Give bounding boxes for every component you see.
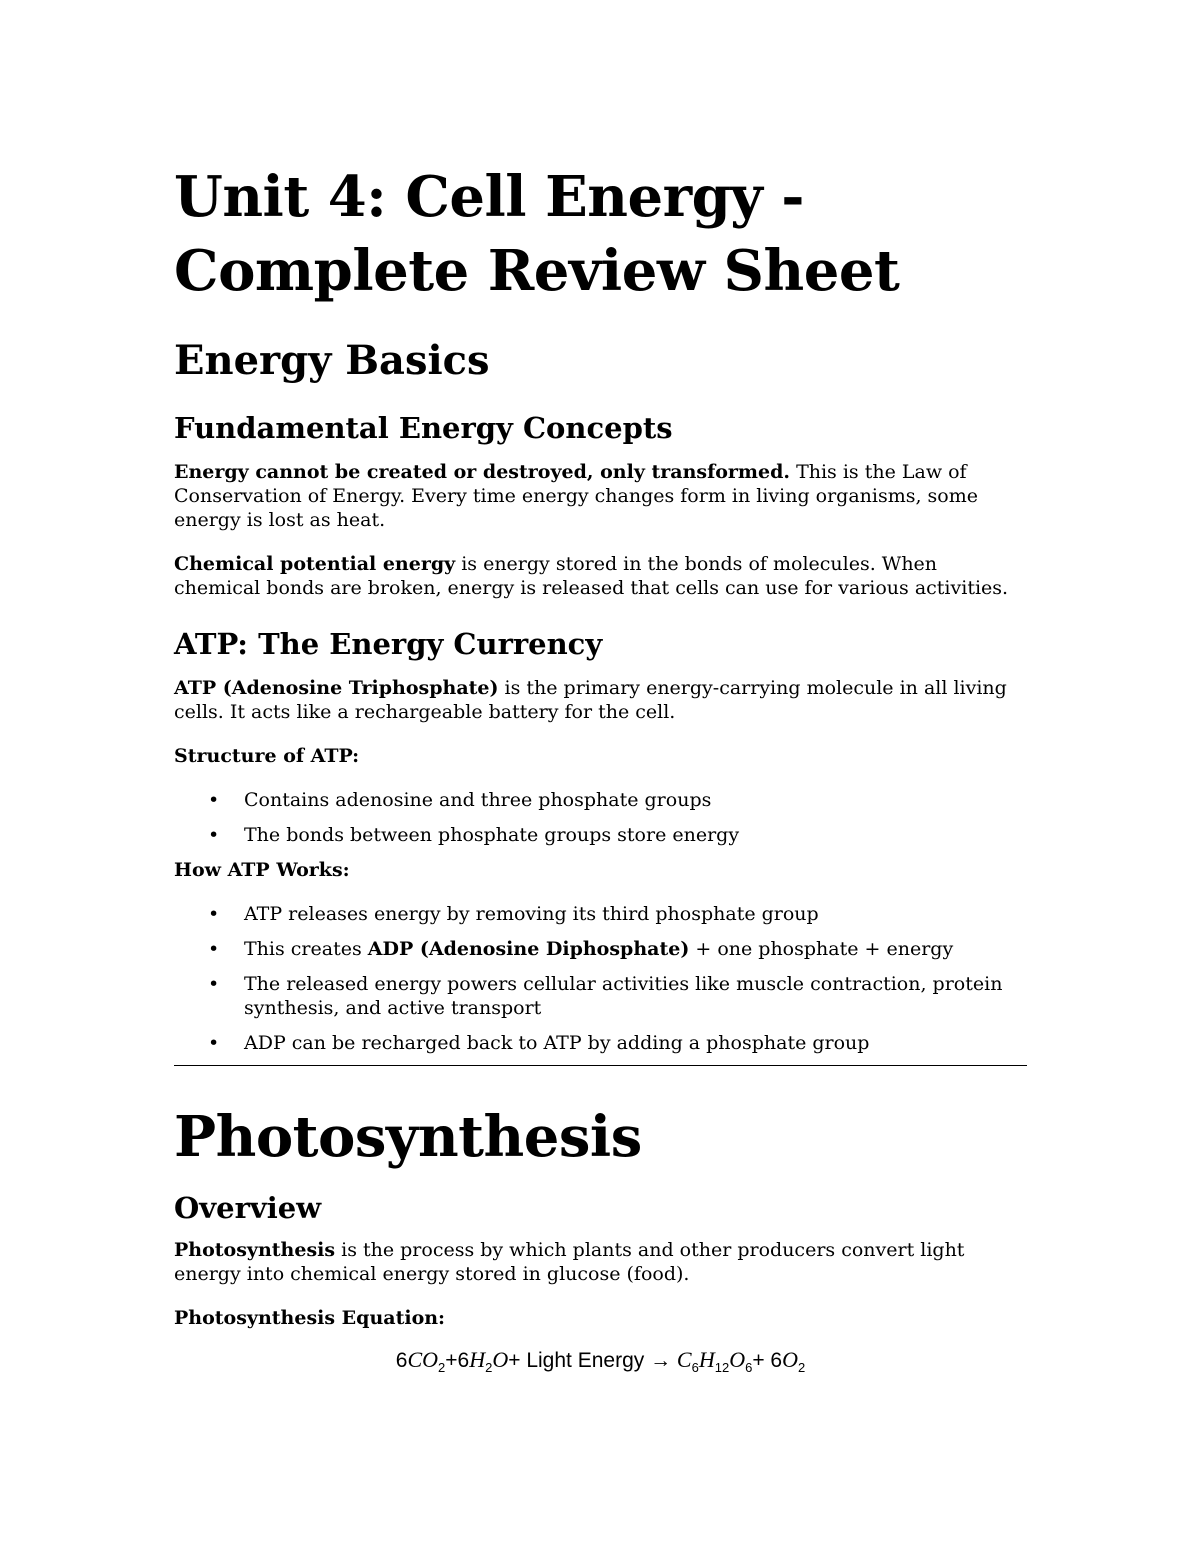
bold-phrase: ATP (Adenosine Triphosphate) — [174, 677, 499, 699]
list-item-text: The released energy powers cellular activities like muscle contraction, protein synthesis, and active transport — [244, 973, 1003, 1019]
list-item — [174, 972, 1027, 1020]
bullet-icon: • — [208, 973, 220, 995]
paragraph-text: This is the Law of Conservation of Energy. Every time energy changes form in living organisms, some energy is lost as heat. — [174, 461, 979, 531]
section-divider — [174, 1065, 1027, 1066]
bold-phrase: Energy cannot be created or destroyed, only transformed. — [174, 461, 791, 483]
document-page — [174, 160, 1027, 1382]
equation-operator: +6 — [445, 1349, 470, 1372]
equation-operator: + Light Energy → — [508, 1349, 677, 1372]
equation-coefficient: 6 — [395, 1349, 408, 1372]
list-item-text: This creates — [244, 938, 368, 960]
label-structure-of-atp — [174, 744, 1027, 768]
paragraph-atp-definition — [174, 676, 1027, 724]
bullet-icon: • — [208, 1032, 220, 1054]
equation-subscript: 6 — [691, 1360, 699, 1376]
bold-label: Photosynthesis Equation: — [174, 1307, 446, 1329]
list-item — [174, 937, 1027, 961]
equation-symbol: H — [469, 1347, 486, 1372]
paragraph-text: is the primary energy-carrying molecule in all living cells. It acts like a rechargeable battery for the cell. — [174, 677, 1007, 723]
equation-subscript: 2 — [438, 1360, 446, 1376]
document-title: Unit 4: Cell Energy - Complete Review Sheet — [174, 164, 900, 304]
bullet-icon: • — [208, 824, 220, 846]
paragraph-text: is the process by which plants and other producers convert light energy into chemical energy stored in glucose (food). — [174, 1239, 965, 1285]
subheading-overview: Overview — [174, 1191, 322, 1225]
equation-symbol: O — [422, 1347, 439, 1372]
list-item — [174, 823, 1027, 847]
equation-subscript: 6 — [745, 1360, 753, 1376]
equation-symbol: C — [407, 1347, 423, 1372]
list-item-text: ATP releases energy by removing its third phosphate group — [244, 903, 819, 925]
list-item-text: The bonds between phosphate groups store energy — [244, 824, 740, 846]
label-how-atp-works — [174, 858, 1027, 882]
section-heading-energy-basics: Energy Basics — [174, 337, 490, 384]
equation-symbol: O — [782, 1347, 798, 1372]
bold-phrase: ADP (Adenosine Diphosphate) — [367, 938, 690, 960]
list-item-text: ADP can be recharged back to ATP by adding a phosphate group — [244, 1032, 870, 1054]
equation-symbol: O — [492, 1347, 509, 1372]
list-item — [174, 902, 1027, 926]
list-item-text: Contains adenosine and three phosphate groups — [244, 789, 712, 811]
list-how-atp-works — [174, 902, 1027, 1055]
equation-symbol: C — [676, 1347, 692, 1372]
list-item — [174, 788, 1027, 812]
paragraph-text: is energy stored in the bonds of molecules. When chemical bonds are broken, energy is released that cells can use for various activities. — [174, 553, 1009, 599]
paragraph-chemical-potential-energy — [174, 552, 1027, 600]
paragraph-conservation-of-energy — [174, 460, 1027, 532]
photosynthesis-equation — [174, 1346, 1027, 1382]
bullet-icon: • — [208, 938, 220, 960]
equation-subscript: 12 — [714, 1360, 730, 1376]
equation-symbol: O — [729, 1347, 746, 1372]
subheading-fundamental-energy: Fundamental Energy Concepts — [174, 411, 673, 445]
paragraph-photosynthesis-definition — [174, 1238, 1027, 1286]
bold-label: Structure of ATP: — [174, 745, 360, 767]
bullet-icon: • — [208, 789, 220, 811]
equation-subscript: 2 — [485, 1360, 493, 1376]
label-photosynthesis-equation — [174, 1306, 1027, 1330]
bold-label: How ATP Works: — [174, 859, 350, 881]
bold-phrase: Photosynthesis — [174, 1239, 336, 1261]
equation-subscript: 2 — [798, 1360, 806, 1376]
equation-operator: + 6 — [752, 1349, 783, 1372]
bold-phrase: Chemical potential energy — [174, 553, 456, 575]
list-item-text: + one phosphate + energy — [689, 938, 954, 960]
section-heading-photosynthesis: Photosynthesis — [174, 1104, 642, 1170]
list-item — [174, 1031, 1027, 1055]
equation-symbol: H — [698, 1347, 715, 1372]
bullet-icon: • — [208, 903, 220, 925]
list-structure-of-atp — [174, 788, 1027, 847]
subheading-atp-energy-currency: ATP: The Energy Currency — [174, 627, 603, 661]
